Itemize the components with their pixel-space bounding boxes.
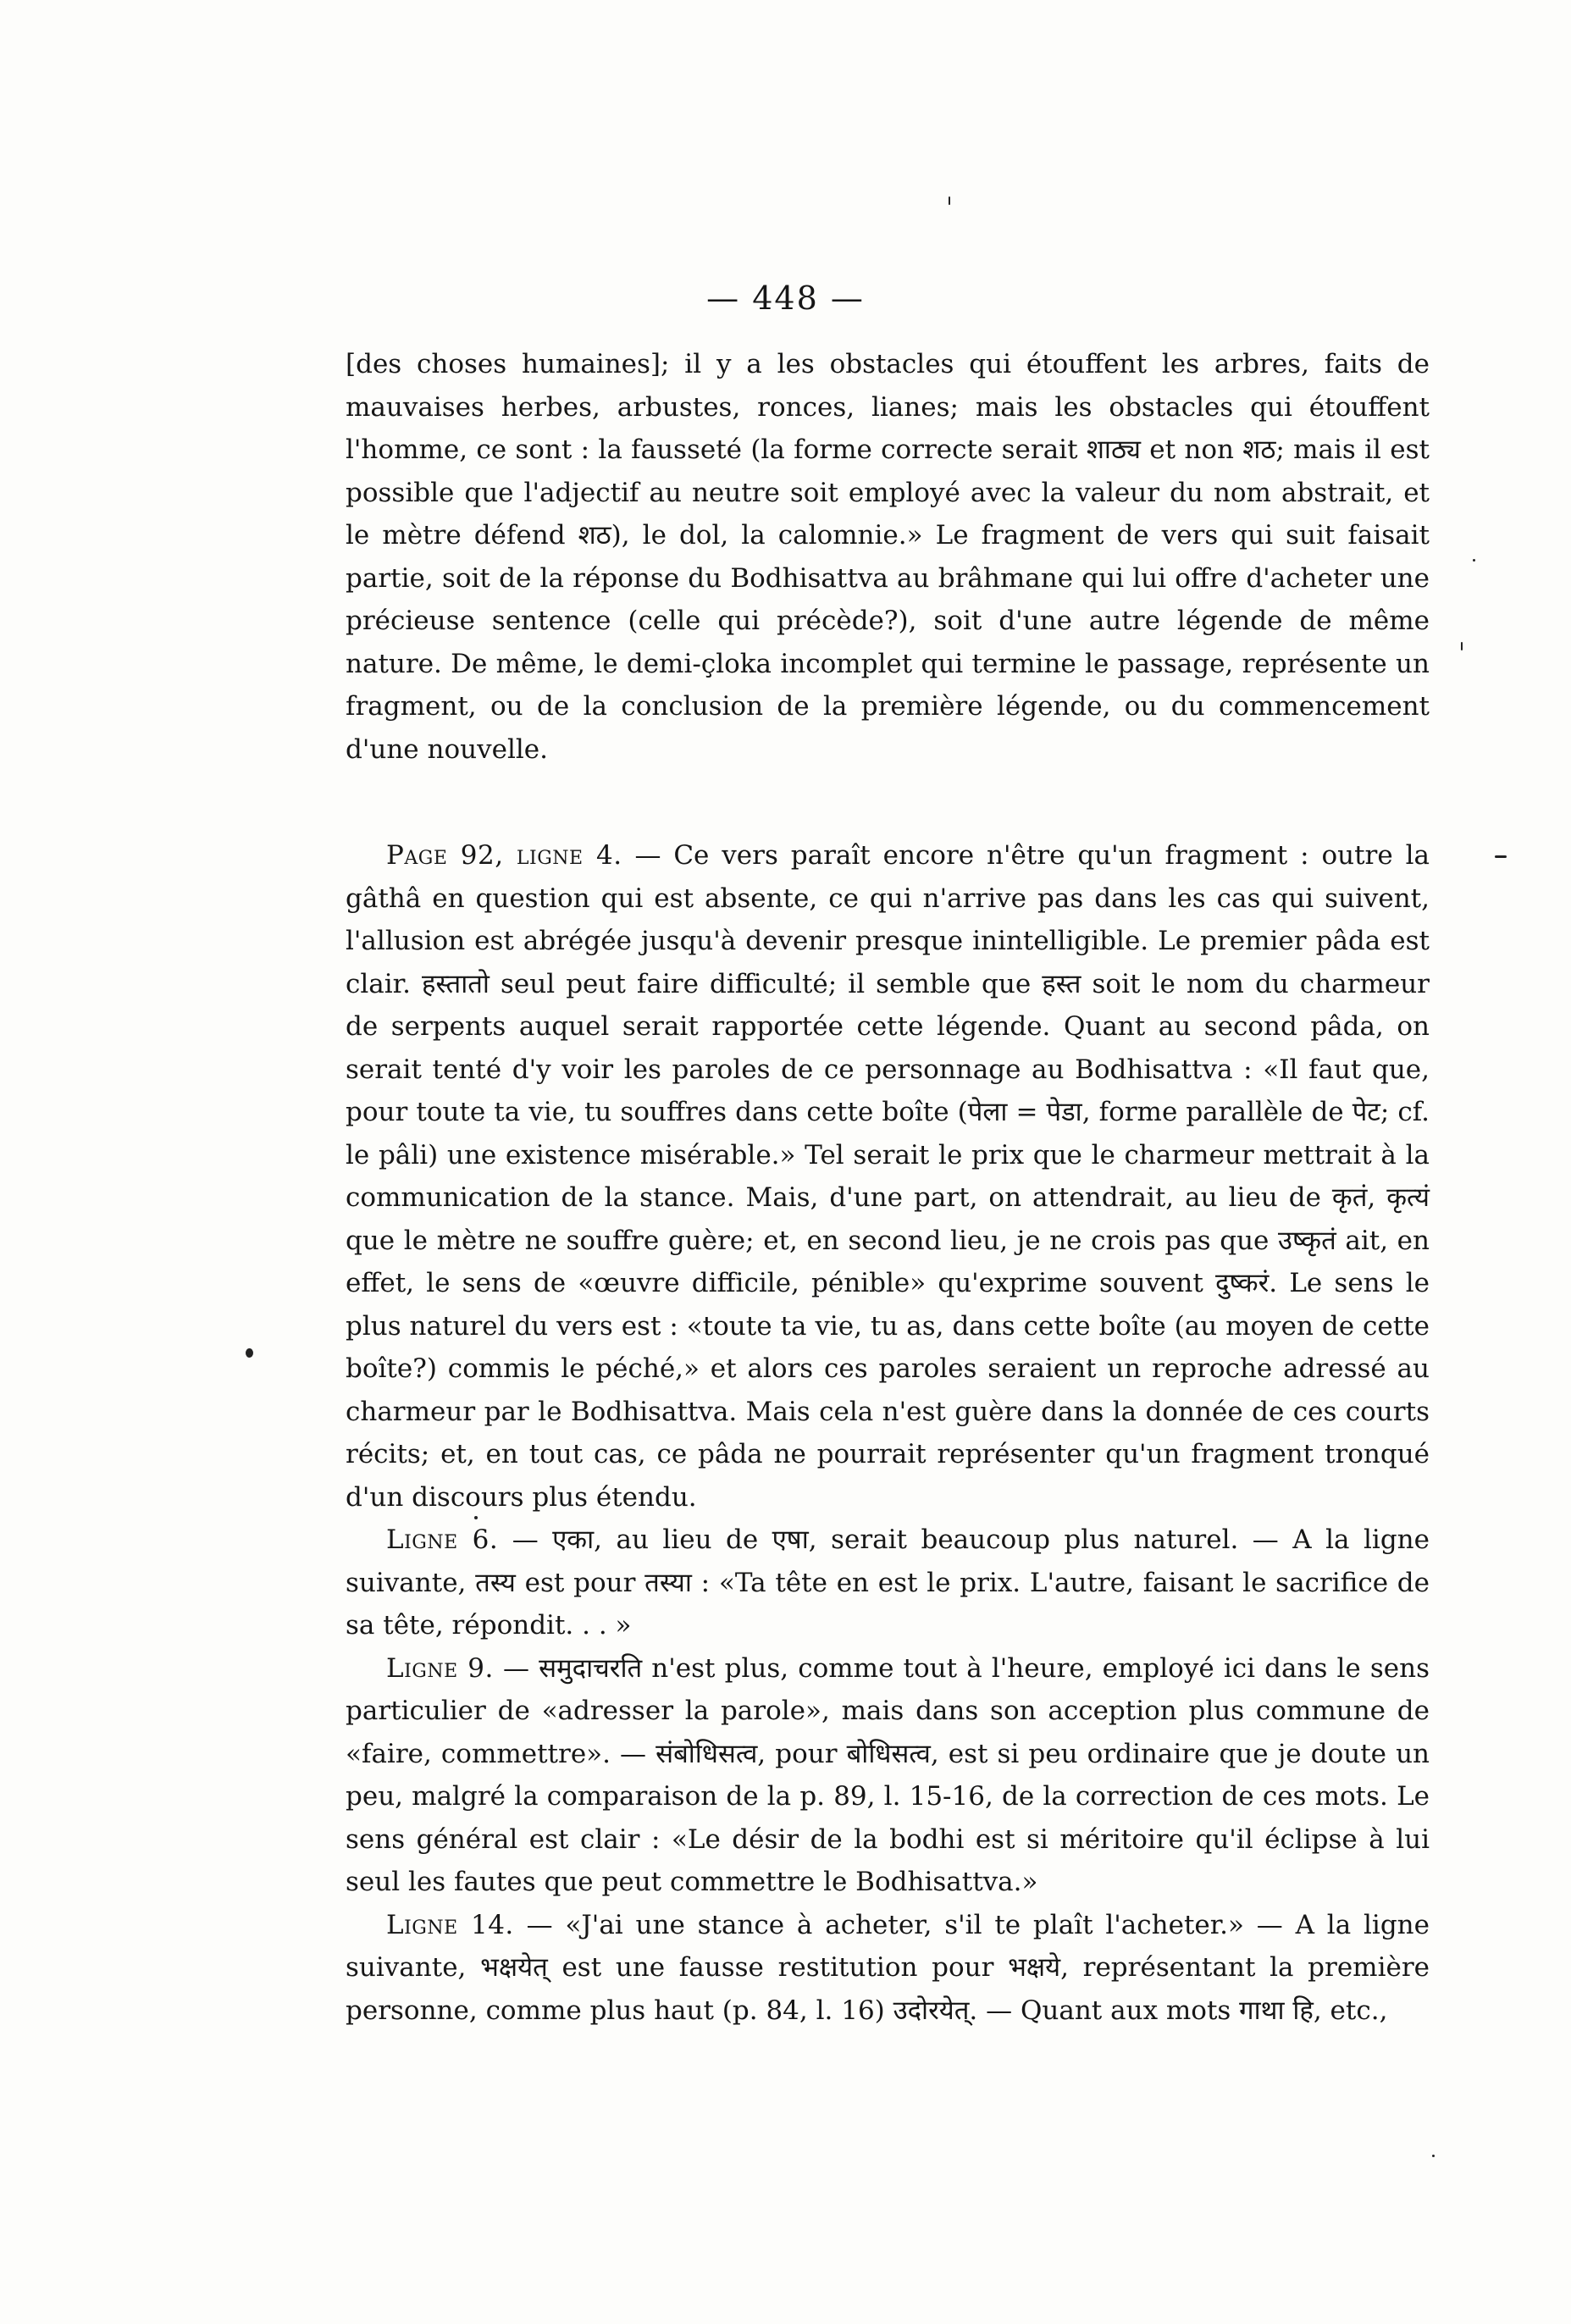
ink-speck: [1432, 2155, 1435, 2157]
ink-speck: [1461, 642, 1463, 650]
note-text: — «J'ai une stance à acheter, s'il te plaît l'acheter.» — A la ligne suivante, भक्षयेत् est une fausse restitution pour भक्षये, représentant la première personne, comme plus haut (p. 84, l. 16) उदोरयेत्. — Quant aux mots गाथा हि, etc.,: [346, 1909, 1430, 2026]
page-number: — 448 —: [706, 279, 865, 317]
ink-speck: [1473, 559, 1475, 562]
ink-speck: [949, 196, 950, 205]
text-block-notes: [346, 834, 1430, 2032]
note-lead: Ligne 9.: [386, 1652, 494, 1684]
note-page-92-line-4: [346, 834, 1430, 1519]
note-line-14: [346, 1904, 1430, 2033]
ink-speck: [1495, 855, 1507, 858]
note-text: — Ce vers paraît encore n'être qu'un fragment : outre la gâthâ en question qui est absente, ce qui n'arrive pas dans les cas qui suivent, l'allusion est abrégée jusqu'à devenir presque inintelligible. Le premier pâda est clair. हस्तातो seul peut faire difficulté; il semble que हस्त soit le nom du charmeur de serpents auquel serait rapportée cette légende. Quant au second pâda, on serait tenté d'y voir les paroles de ce personnage au Bodhisattva : «Il faut que, pour toute ta vie, tu souffres dans cette boîte (पेला = पेडा, forme parallèle de पेट; cf. le pâli) une existence misérable.» Tel serait le prix que le charmeur mettrait à la communication de la stance. Mais, d'une part, on attendrait, au lieu de कृतं, कृत्यं que le mètre ne souffre guère; et, en second lieu, je ne crois pas que उष्कृतं ait, en effet, le sens de «œuvre difficile, pénible» qu'exprime souvent दुष्करं. Le sens le plus naturel du vers est : «toute ta vie, tu as, dans cette boîte (au moyen de cette boîte?) commis le péché,» et alors ces paroles seraient un reproche adressé au charmeur par le Bodhisattva. Mais cela n'est guère dans la donnée de ces courts récits; et, en tout cas, ce pâda ne pourrait représenter qu'un fragment tronqué d'un discours plus étendu.: [346, 840, 1430, 1513]
note-lead: Ligne 6.: [386, 1524, 499, 1555]
note-text: — एका, au lieu de एषा, serait beaucoup plus naturel. — A la ligne suivante, तस्य est pour तस्या : «Ta tête en est le prix. L'autre, faisant le sacrifice de sa tête, répondit. . . »: [346, 1524, 1430, 1641]
note-text: — समुदाचरति n'est plus, comme tout à l'heure, employé ici dans le sens particulier de «adresser la parole», mais dans son acception plus commune de «faire, commettre». — संबोधिसत्व, pour बोधिसत्व, est si peu ordinaire que je doute un peu, malgré la comparaison de la p. 89, l. 15-16, de la correction de ces mots. Le sens général est clair : «Le désir de la bodhi est si méritoire qu'il éclipse à lui seul les fautes que peut commettre le Bodhisattva.»: [346, 1652, 1430, 1897]
note-lead: Ligne 14.: [386, 1909, 514, 1940]
text-block-continuation: [346, 343, 1430, 771]
note-line-9: [346, 1647, 1430, 1904]
note-lead: Page 92, ligne 4.: [386, 840, 622, 871]
paragraph-continuation: [346, 343, 1430, 771]
ink-speck: [246, 1348, 253, 1358]
ink-speck: [474, 1516, 478, 1519]
note-line-6: [346, 1519, 1430, 1647]
paragraph-text: [des choses humaines]; il y a les obstacles qui étouffent les arbres, faits de mauvaises herbes, arbustes, ronces, lianes; mais les obstacles qui étouffent l'homme, ce sont : la fausseté (la forme correcte serait शाठ्य et non शठ; mais il est possible que l'adjectif au neutre soit employé avec la valeur du nom abstrait, et le mètre défend शठ), le dol, la calomnie.» Le fragment de vers qui suit faisait partie, soit de la réponse du Bodhisattva au brâhmane qui lui offre d'acheter une précieuse sentence (celle qui précède?), soit d'une autre légende de même nature. De même, le demi-çloka incomplet qui termine le passage, représente un fragment, ou de la conclusion de la première légende, ou du commencement d'une nouvelle.: [346, 349, 1430, 765]
